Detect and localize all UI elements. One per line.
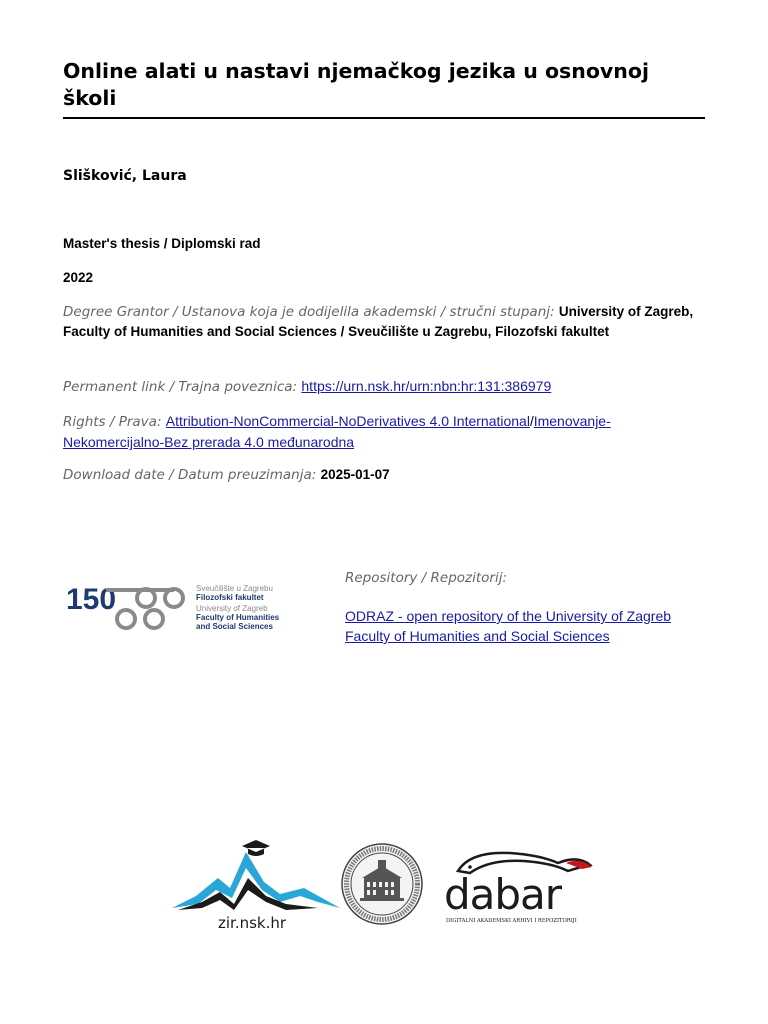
logo-text-line1: Sveučilište u Zagrebu <box>196 584 273 593</box>
thesis-type: Master's thesis / Diplomski rad <box>63 236 261 251</box>
logo-text-line5: and Social Sciences <box>196 622 273 631</box>
repository-link[interactable]: ODRAZ - open repository of the University of Zagreb Faculty of Humanities and Social Sciences <box>345 608 672 644</box>
permanent-link <box>63 376 703 397</box>
permanent-link-url[interactable]: https://urn.nsk.hr/urn:nbn:hr:131:386979 <box>301 378 552 394</box>
faculty-150-logo <box>64 576 322 632</box>
degree-grantor-value: University of Zagreb, Faculty of Humanities and Social Sciences / Sveučilište u Zagrebu, Filozofski fakultet <box>63 304 694 339</box>
beaver-tail-icon <box>566 861 592 869</box>
author-name: Slišković, Laura <box>63 168 187 184</box>
mountain-icon <box>172 852 340 908</box>
permanent-link-label: Permanent link / Trajna poveznica: <box>63 379 298 395</box>
university-seal <box>340 842 424 926</box>
download-date-label: Download date / Datum preuzimanja: <box>63 467 317 483</box>
logo-rings-icon <box>106 589 183 628</box>
logo-150-number: 150 <box>66 583 117 616</box>
dabar-subtitle: DIGITALNI AKADEMSKI ARHIVI I REPOZITORIJI <box>446 918 577 924</box>
rights-label: Rights / Prava: <box>63 414 162 430</box>
document-title: Online alati u nastavi njemačkog jezika u osnovnoj školi <box>63 59 649 110</box>
rights <box>63 411 703 453</box>
repository-link-wrap <box>345 606 685 646</box>
rights-license-link-en[interactable]: Attribution-NonCommercial-NoDerivatives 4.0 International <box>165 413 530 429</box>
title-divider <box>63 117 705 119</box>
rights-license-link-hr[interactable]: Imenovanje-Nekomercijalno-Bez prerada 4.0 međunarodna <box>63 413 611 450</box>
thesis-year: 2022 <box>63 270 94 285</box>
logo-text-line2: Filozofski fakultet <box>196 593 264 602</box>
download-date-value: 2025-01-07 <box>320 467 390 482</box>
degree-grantor <box>63 302 703 342</box>
zir-nsk-logo <box>168 838 344 930</box>
degree-grantor-label: Degree Grantor / Ustanova koja je dodijelila akademski / stručni stupanj: <box>63 304 555 320</box>
dabar-logo <box>440 845 602 927</box>
zir-text: zir.nsk.hr <box>218 914 287 930</box>
logo-text-line3: University of Zagreb <box>196 604 268 613</box>
dabar-wordmark: dabar <box>444 870 562 919</box>
rights-separator: / <box>529 414 534 429</box>
download-date <box>63 465 703 485</box>
logo-text-line4: Faculty of Humanities <box>196 613 280 622</box>
repository-label: Repository / Repozitorij: <box>345 570 508 586</box>
